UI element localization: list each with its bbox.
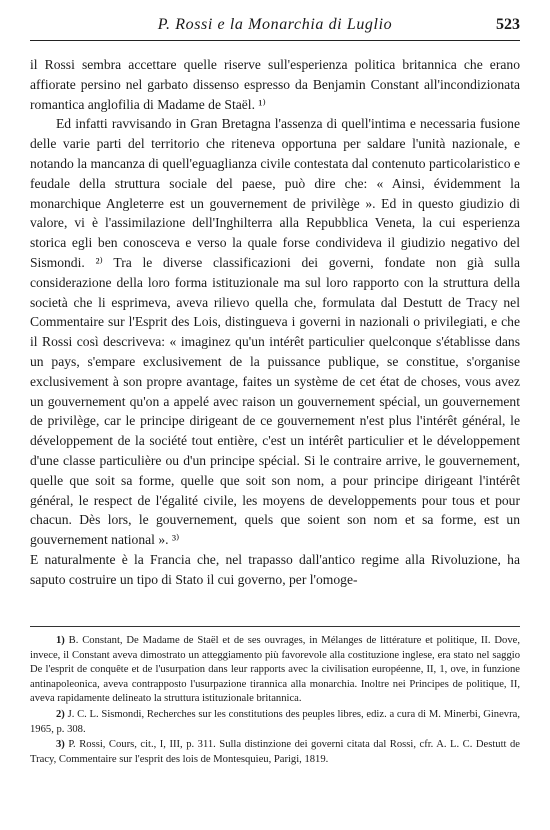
footnote-3: [30, 738, 520, 767]
header-rule: [30, 40, 520, 41]
main-text: [30, 55, 520, 590]
running-head: P. Rossi e la Monarchia di Luglio: [157, 16, 393, 33]
footnote-2: [30, 708, 520, 737]
paragraph-2: Ed infatti ravvisando in Gran Bretagna l'assenza di quell'intima e necessaria fusione delle varie parti del territorio che riteneva opportuna per saldare l'unità nazionale, e notando la mancanza di quell'eguaglianza civile contestata dal contenuto particolaristico e feudale della struttura sociale del paese, può dire che: « Ainsi, évidemment la monarchique Angleterre est un gouvernement de privilège ». Ed in questo giudizio di valore, vi è l'assimilazione dell'Inghilterra alla Repubblica Veneta, la cui esperienza storica egli ben conosceva e verso la quale forse condivideva il giudizio negativo del Sismondi. ²⁾ Tra le diverse classificazioni dei governi, fondate non già sulla considerazione della loro forma istituzionale ma sul loro rapporto con la struttura della società che li esprimeva, aveva rilievo quella che, formulata dal Destutt de Tracy nel Commentaire sur l'Esprit des Lois, distingueva i governi in nazionali o privilegiati, e che il Rossi così descriveva: « imaginez qu'un intérêt particulier quelconque s'établisse dans un pays, s'empare exclusivement de la puissance publique, se constitue, s'organise exclusivement à son propre avantage, faites un système de cet état de choses, vous avez un gouvernement qu'on a appelé avec raison un gouvernement spécial, un gouvernement de privilège, car le principe dirigeant de ce gouvernement n'est plus l'intérêt général, le développement de la société tout entière, c'est un intérêt particulier et le développement d'une classe particulière ou d'un principe spécial. Si le contraire arrive, le gouvernement, quelle que soit sa forme, quelle que soit son nom, a pour principe dirigeant l'intérêt général, le respect de l'égalité civile, les moyens de developpements pour tous et pour chacun. Dès lors, le gouvernement, quels que soient son nom et sa forme, est un gouvernement national ». ³⁾: [30, 116, 520, 548]
footnote-text: P. Rossi, Cours, cit., I, III, p. 311. Sulla distinzione dei governi citata dal Rossi, cfr. A. L. C. Destutt de Tracy, Commentaire sur l'esprit des lois de Montesquieu, Parigi, 1819.: [30, 739, 520, 765]
paragraph-3: E naturalmente è la Francia che, nel trapasso dall'antico regime alla Rivoluzione, ha saputo costruire un tipo di Stato il cui governo, per l'omoge-: [30, 551, 520, 587]
footnote-text: J. C. L. Sismondi, Recherches sur les constitutions des peuples libres, ediz. a cura di M. Minerbi, Ginevra, 1965, p. 308.: [30, 708, 520, 735]
page-header: [30, 16, 520, 40]
footnote-number: 3): [56, 739, 65, 751]
footnote-text: B. Constant, De Madame de Staël et de ses ouvrages, in Mélanges de littérature et politique, II. Dove, invece, il Constant aveva dimostrato un atteggiamento più favorevole alla costituzione inglese, era stato nel saggio De l'esprit de conquête et de l'usurpation dans leur rapports avec la civilisation européenne, II, 1, ove, in funzione antinapoleonica, aveva contrapposto l'usurpazione tirannica alla monarchia. Inoltre nei Principes de politique, II, aveva rapidamente delineato la struttura istituzionale britannica.: [30, 635, 520, 705]
footnote-1: [30, 634, 520, 707]
footnotes: [30, 634, 520, 768]
page-number: 523: [496, 16, 520, 33]
footnote-number: 1): [56, 635, 65, 646]
footnote-rule: [30, 626, 520, 627]
footnote-number: 2): [56, 708, 65, 720]
paragraph-1: il Rossi sembra accettare quelle riserve sull'esperienza politica britannica che erano affiorate persino nel garbato dissenso espresso da Benjamin Constant all'incondizionata romantica anglofilia di Madame de Staël. ¹⁾: [30, 57, 520, 112]
